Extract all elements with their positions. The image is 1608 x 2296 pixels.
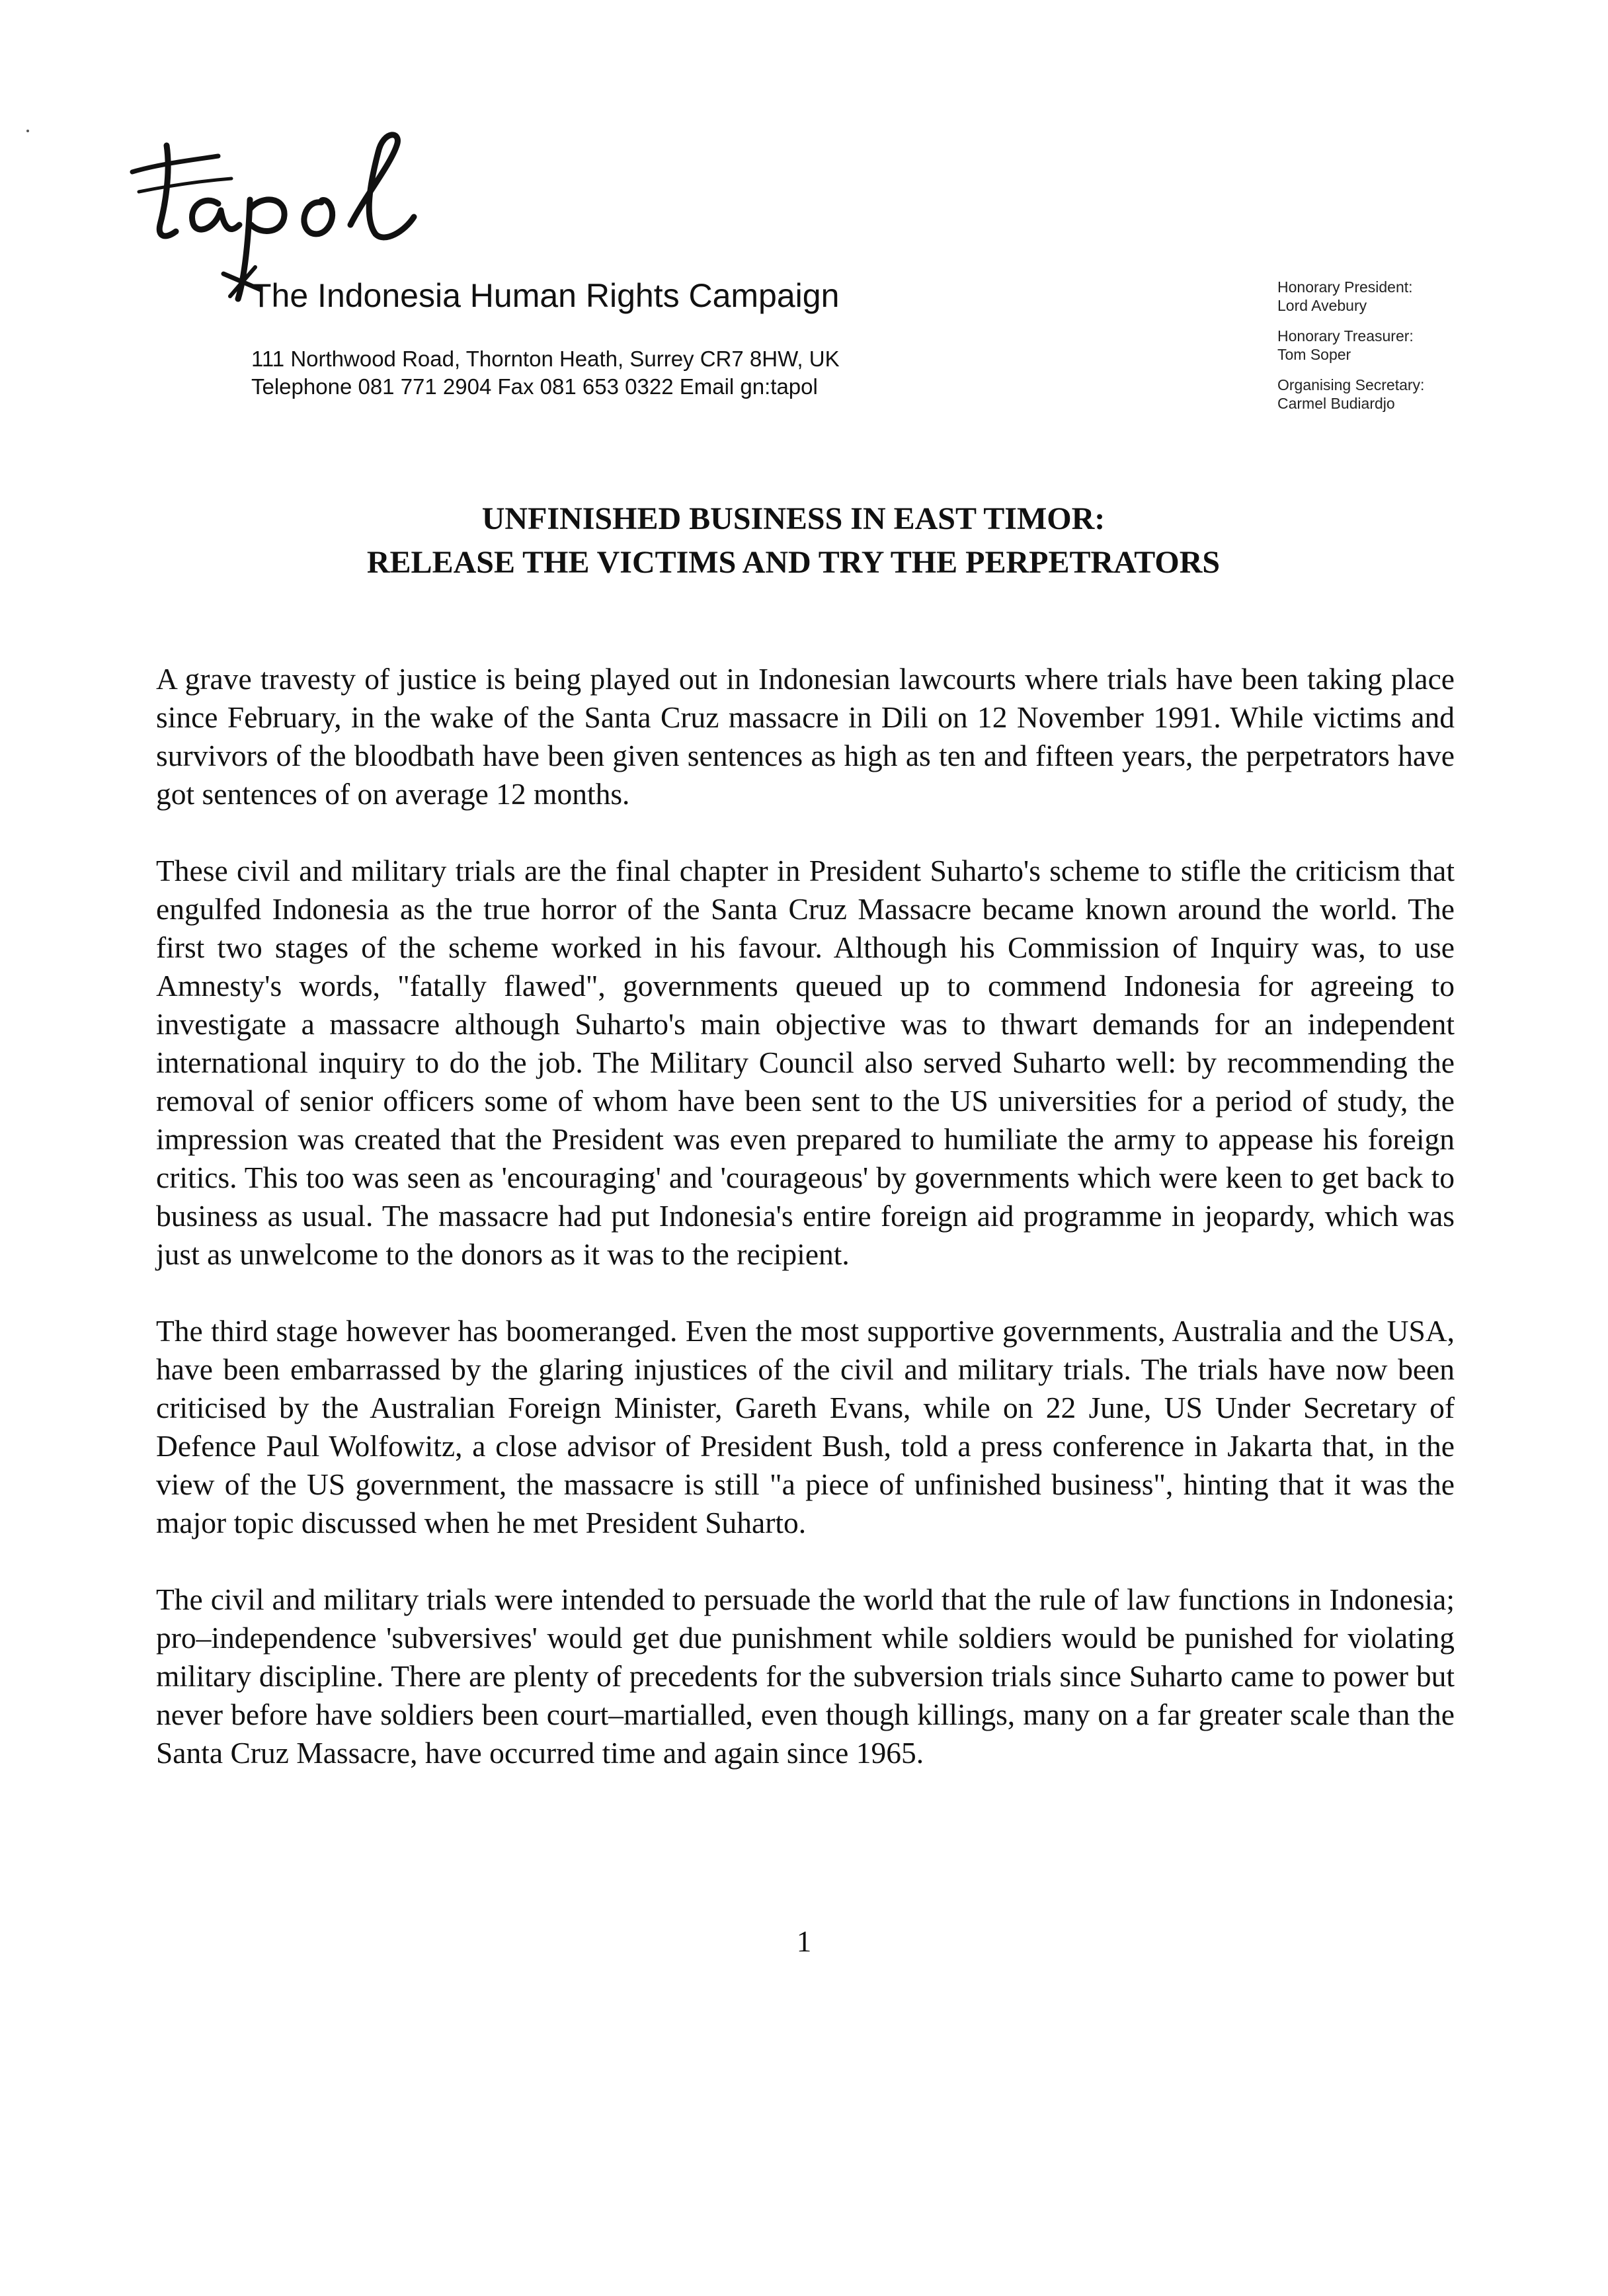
body-paragraph: The third stage however has boomeranged. Even the most supportive governments, Australia and the USA, have been embarrassed by the glaring injustices of the civil and military trials. The trials have now been criticised by the Australian Foreign Minister, Gareth Evans, while on 22 June, US Under Secretary of Defence Paul Wolfowitz, a close advisor of President Bush, told a press conference in Jakarta that, in the view of the US government, the massacre is still "a piece of unfinished business", hinting that it was the major topic discussed when he met President Suharto. — [156, 1314, 1455, 1539]
officer-role: Honorary Treasurer: — [1277, 327, 1414, 345]
body-paragraph: These civil and military trials are the final chapter in President Suharto's scheme to stifle the criticism that engulfed Indonesia as the true horror of the Santa Cruz Massacre became known around the world. The first two stages of the scheme worked in his favour. Although his Commission of Inquiry was, to use Amnesty's words, "fatally flawed", governments queued up to commend Indonesia for agreeing to investigate a massacre although Suharto's main objective was to thwart demands for an independent international inquiry to do the job. The Military Council also served Suharto well: by recommending the removal of senior officers some of whom have been sent to the US universities for a period of study, the impression was created that the President was even prepared to humiliate the army to appease his foreign critics. This too was seen as 'encouraging' and 'courageous' by governments which were keen to get back to business as usual. The massacre had put Indonesia's entire foreign aid programme in jeopardy, which was just as unwelcome to the donors as it was to the recipient. — [156, 854, 1455, 1271]
contact-block — [251, 345, 840, 401]
officer-name: Lord Avebury — [1277, 297, 1367, 314]
body-paragraph: A grave travesty of justice is being played out in Indonesian lawcourts where trials have been taking place since February, in the wake of the Santa Cruz massacre in Dili on 12 November 1991. While victims and survivors of the bloodbath have been given sentences as high as ten and fifteen years, the perpetrators have got sentences of on average 12 months. — [156, 662, 1455, 811]
officer-entry — [1277, 327, 1489, 364]
document-title — [132, 497, 1455, 585]
body-paragraph: The civil and military trials were intended to persuade the world that the rule of law functions in Indonesia; pro–independence 'subversives' would get due punishment while soldiers would be punished for violating military discipline. There are plenty of precedents for the subversion trials since Suharto came to power but never before have soldiers been court–martialled, even though killings, many on a far greater scale than the Santa Cruz Massacre, have occurred time and again since 1965. — [156, 1582, 1455, 1770]
document-body — [156, 660, 1455, 1811]
title-line-2: RELEASE THE VICTIMS AND TRY THE PERPETRATORS — [366, 545, 1221, 580]
organization-name: The Indonesia Human Rights Campaign — [251, 277, 840, 314]
scan-speck — [26, 130, 29, 132]
officer-role: Honorary President: — [1277, 278, 1413, 296]
officer-name: Tom Soper — [1277, 346, 1351, 363]
phone-fax-email: Telephone 081 771 2904 Fax 081 653 0322 Email gn:tapol — [251, 374, 818, 399]
officer-role: Organising Secretary: — [1277, 376, 1425, 393]
postal-address: 111 Northwood Road, Thornton Heath, Surrey CR7 8HW, UK — [251, 347, 840, 371]
page-number: 1 — [796, 1925, 812, 1958]
title-line-1: UNFINISHED BUSINESS IN EAST TIMOR: — [481, 501, 1106, 536]
officer-name: Carmel Budiardjo — [1277, 395, 1395, 412]
officer-entry — [1277, 278, 1489, 315]
officer-entry — [1277, 376, 1489, 413]
officers-list — [1277, 278, 1489, 425]
